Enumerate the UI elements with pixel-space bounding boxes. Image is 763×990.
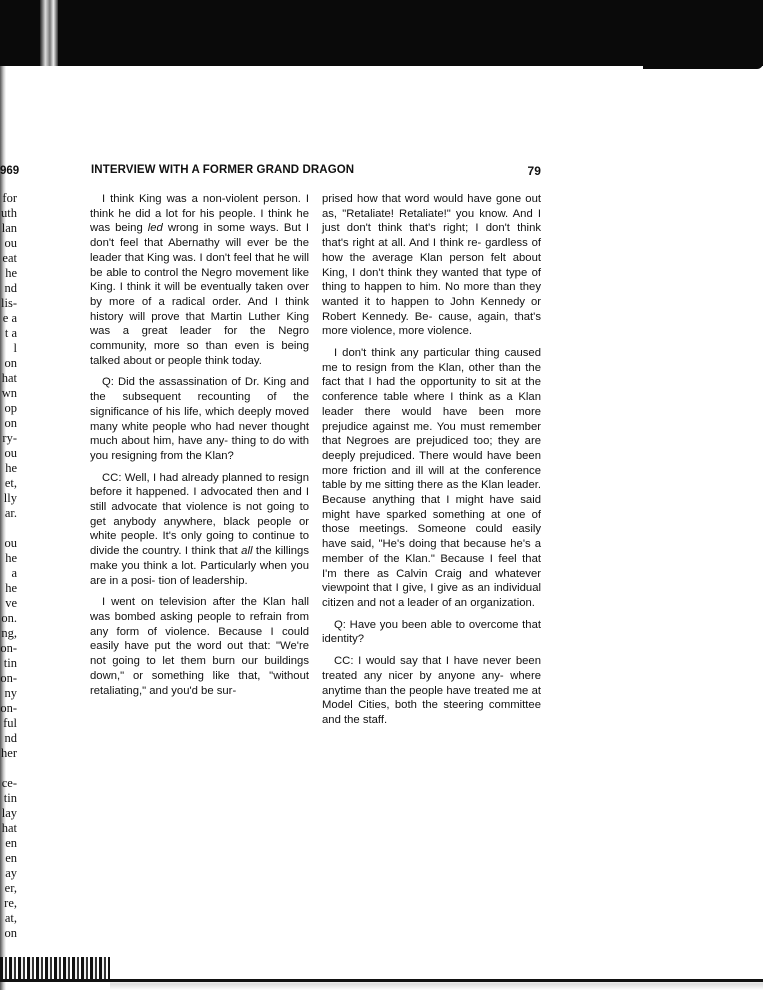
binding-gutter bbox=[40, 0, 58, 66]
left-fragment-line: eat bbox=[2, 251, 17, 265]
page-number: 79 bbox=[527, 164, 541, 178]
left-fragment-line: on bbox=[4, 926, 17, 940]
left-fragment-line: en bbox=[5, 851, 17, 865]
paragraph-question: Q: Did the assassination of Dr. King and the subsequent recounting of the significance of his life, which deeply moved many white people who had never thought much about him, have any- thing to do with you resigning from the Klan? bbox=[90, 376, 309, 462]
left-fragment-line: he bbox=[5, 581, 17, 595]
left-fragment-line: on. bbox=[1, 611, 17, 625]
left-fragment-line: her bbox=[1, 746, 17, 760]
left-fragment-line: on- bbox=[0, 671, 17, 685]
left-fragment-line: tin bbox=[3, 791, 17, 805]
left-fragment-line: ve bbox=[5, 596, 17, 610]
left-fragment-line: ou bbox=[4, 536, 17, 550]
left-fragment-line: e a bbox=[2, 311, 17, 325]
left-page-fragment bbox=[0, 164, 20, 941]
left-fragment-line: nd bbox=[4, 281, 17, 295]
left-fragment-line: on- bbox=[0, 701, 17, 715]
left-fragment-line: t a bbox=[4, 326, 17, 340]
left-fragment-line: a bbox=[11, 566, 17, 580]
text-column-right bbox=[322, 192, 541, 735]
left-fragment-line: ng, bbox=[1, 626, 17, 640]
left-fragment-line: he bbox=[5, 551, 17, 565]
bottom-scan-border bbox=[0, 955, 763, 990]
left-fragment-line: lis- bbox=[1, 296, 17, 310]
left-fragment-line: et, bbox=[4, 476, 17, 490]
text-column-left bbox=[90, 192, 309, 705]
left-fragment-lines-bottom bbox=[0, 776, 17, 941]
left-fragment-line: ar. bbox=[4, 506, 17, 520]
left-fragment-line: ce- bbox=[1, 776, 17, 790]
left-fragment-line: ny bbox=[4, 686, 17, 700]
paragraph-answer: CC: Well, I had already planned to resign before it happened. I advocated then and I still advocate that violence is not going to get anybody anywhere, black people or white people. It's only going to continue to divide the country. I think that all the killings make you think a lot. Particularly when you are in a posi- tion of leadership. bbox=[90, 471, 309, 587]
left-fragment-line: at, bbox=[4, 911, 17, 925]
paragraph-question: Q: Have you been able to overcome that identity? bbox=[322, 618, 541, 646]
left-fragment-line: lly bbox=[3, 491, 17, 505]
paragraph: I think King was a non-violent person. I think he did a lot for his people. I think he was being led wrong in some ways. But I don't feel that Abernathy will ever be the leader that King was. I don't feel that he will be able to control the Negro movement like King. I think it will be eventually taken over by more of a radical order. And I think history will prove that Martin Luther King was a great leader for the Negro community, more so than even is being talked about or people think today. bbox=[90, 193, 309, 367]
left-fragment-line: uth bbox=[1, 206, 17, 220]
left-fragment-line: en bbox=[5, 836, 17, 850]
left-fragment-line: l bbox=[13, 341, 17, 355]
left-fragment-lines-mid bbox=[0, 536, 17, 761]
running-header bbox=[91, 164, 541, 182]
left-fragment-line: ou bbox=[4, 236, 17, 250]
paragraph: I don't think any particular thing caused me to resign from the Klan, other than the fact that I had the opportunity to sit at the conference table where I think as a Klan leader there would have been more prejudice against me. You must remember that Negroes are prejudiced too; they are deeply prejudiced. There would have been more friction and ill will at the conference table by me sitting there as the Klan leader. Because anything that I might have said might have sparked something at one of those meetings. Someone could easily have said, "He's doing that because he's a member of the Klan." Because I feel that I'm there as Calvin Craig and whatever viewpoint that I give, I give as an individual citizen and not a leader of an organization. bbox=[322, 347, 541, 609]
left-fragment-line: on bbox=[4, 416, 17, 430]
left-fragment-line: hat bbox=[1, 821, 17, 835]
paragraph-answer: CC: I would say that I have never been treated any nicer by anyone any- where anytime than the people have treated me at Model Cities, both the steering committee and the staff. bbox=[322, 655, 541, 726]
left-fragment-line: wn bbox=[1, 386, 17, 400]
left-fragment-line: he bbox=[5, 266, 17, 280]
left-fragment-line: tin bbox=[3, 656, 17, 670]
left-fragment-line: ry- bbox=[2, 431, 17, 445]
left-fragment-lines-top bbox=[0, 191, 17, 521]
left-fragment-line: ay bbox=[5, 866, 17, 880]
left-fragment-line: op bbox=[4, 401, 17, 415]
left-fragment-line: hat bbox=[1, 371, 17, 385]
left-fragment-line: re, bbox=[4, 896, 17, 910]
paragraph-continued: prised how that word would have gone out as, "Retaliate! Retaliate!" you know. And I just don't think that's right; I don't think that's right at all. And I think re- gardless of how the average Klan person felt about King, I don't think they wanted that type of thing to happen to him. No more than they wanted it to happen to John Kennedy or Robert Kennedy. Be- cause, again, that's more violence, more violence. bbox=[322, 193, 541, 338]
left-fragment-line: on- bbox=[0, 641, 17, 655]
left-fragment-line: nd bbox=[4, 731, 17, 745]
left-fragment-line: ful bbox=[3, 716, 17, 730]
running-head-title: INTERVIEW WITH A FORMER GRAND DRAGON bbox=[91, 164, 355, 176]
top-scan-border bbox=[0, 0, 763, 66]
left-fragment-line: on bbox=[4, 356, 17, 370]
left-fragment-line: he bbox=[5, 461, 17, 475]
left-page-number: 969 bbox=[0, 165, 20, 177]
left-fragment-line: er, bbox=[4, 881, 17, 895]
left-fragment-line: lan bbox=[1, 221, 17, 235]
left-fragment-line: ou bbox=[4, 446, 17, 460]
left-fragment-line: lay bbox=[1, 806, 17, 820]
paragraph: I went on television after the Klan hall was bombed asking people to refrain from any form of violence. Because I could easily have put the word out that: "We're not going to let them burn our buildings down," or something like that, "without retaliating," and you'd be sur- bbox=[90, 596, 309, 697]
left-fragment-line: for bbox=[2, 191, 17, 205]
